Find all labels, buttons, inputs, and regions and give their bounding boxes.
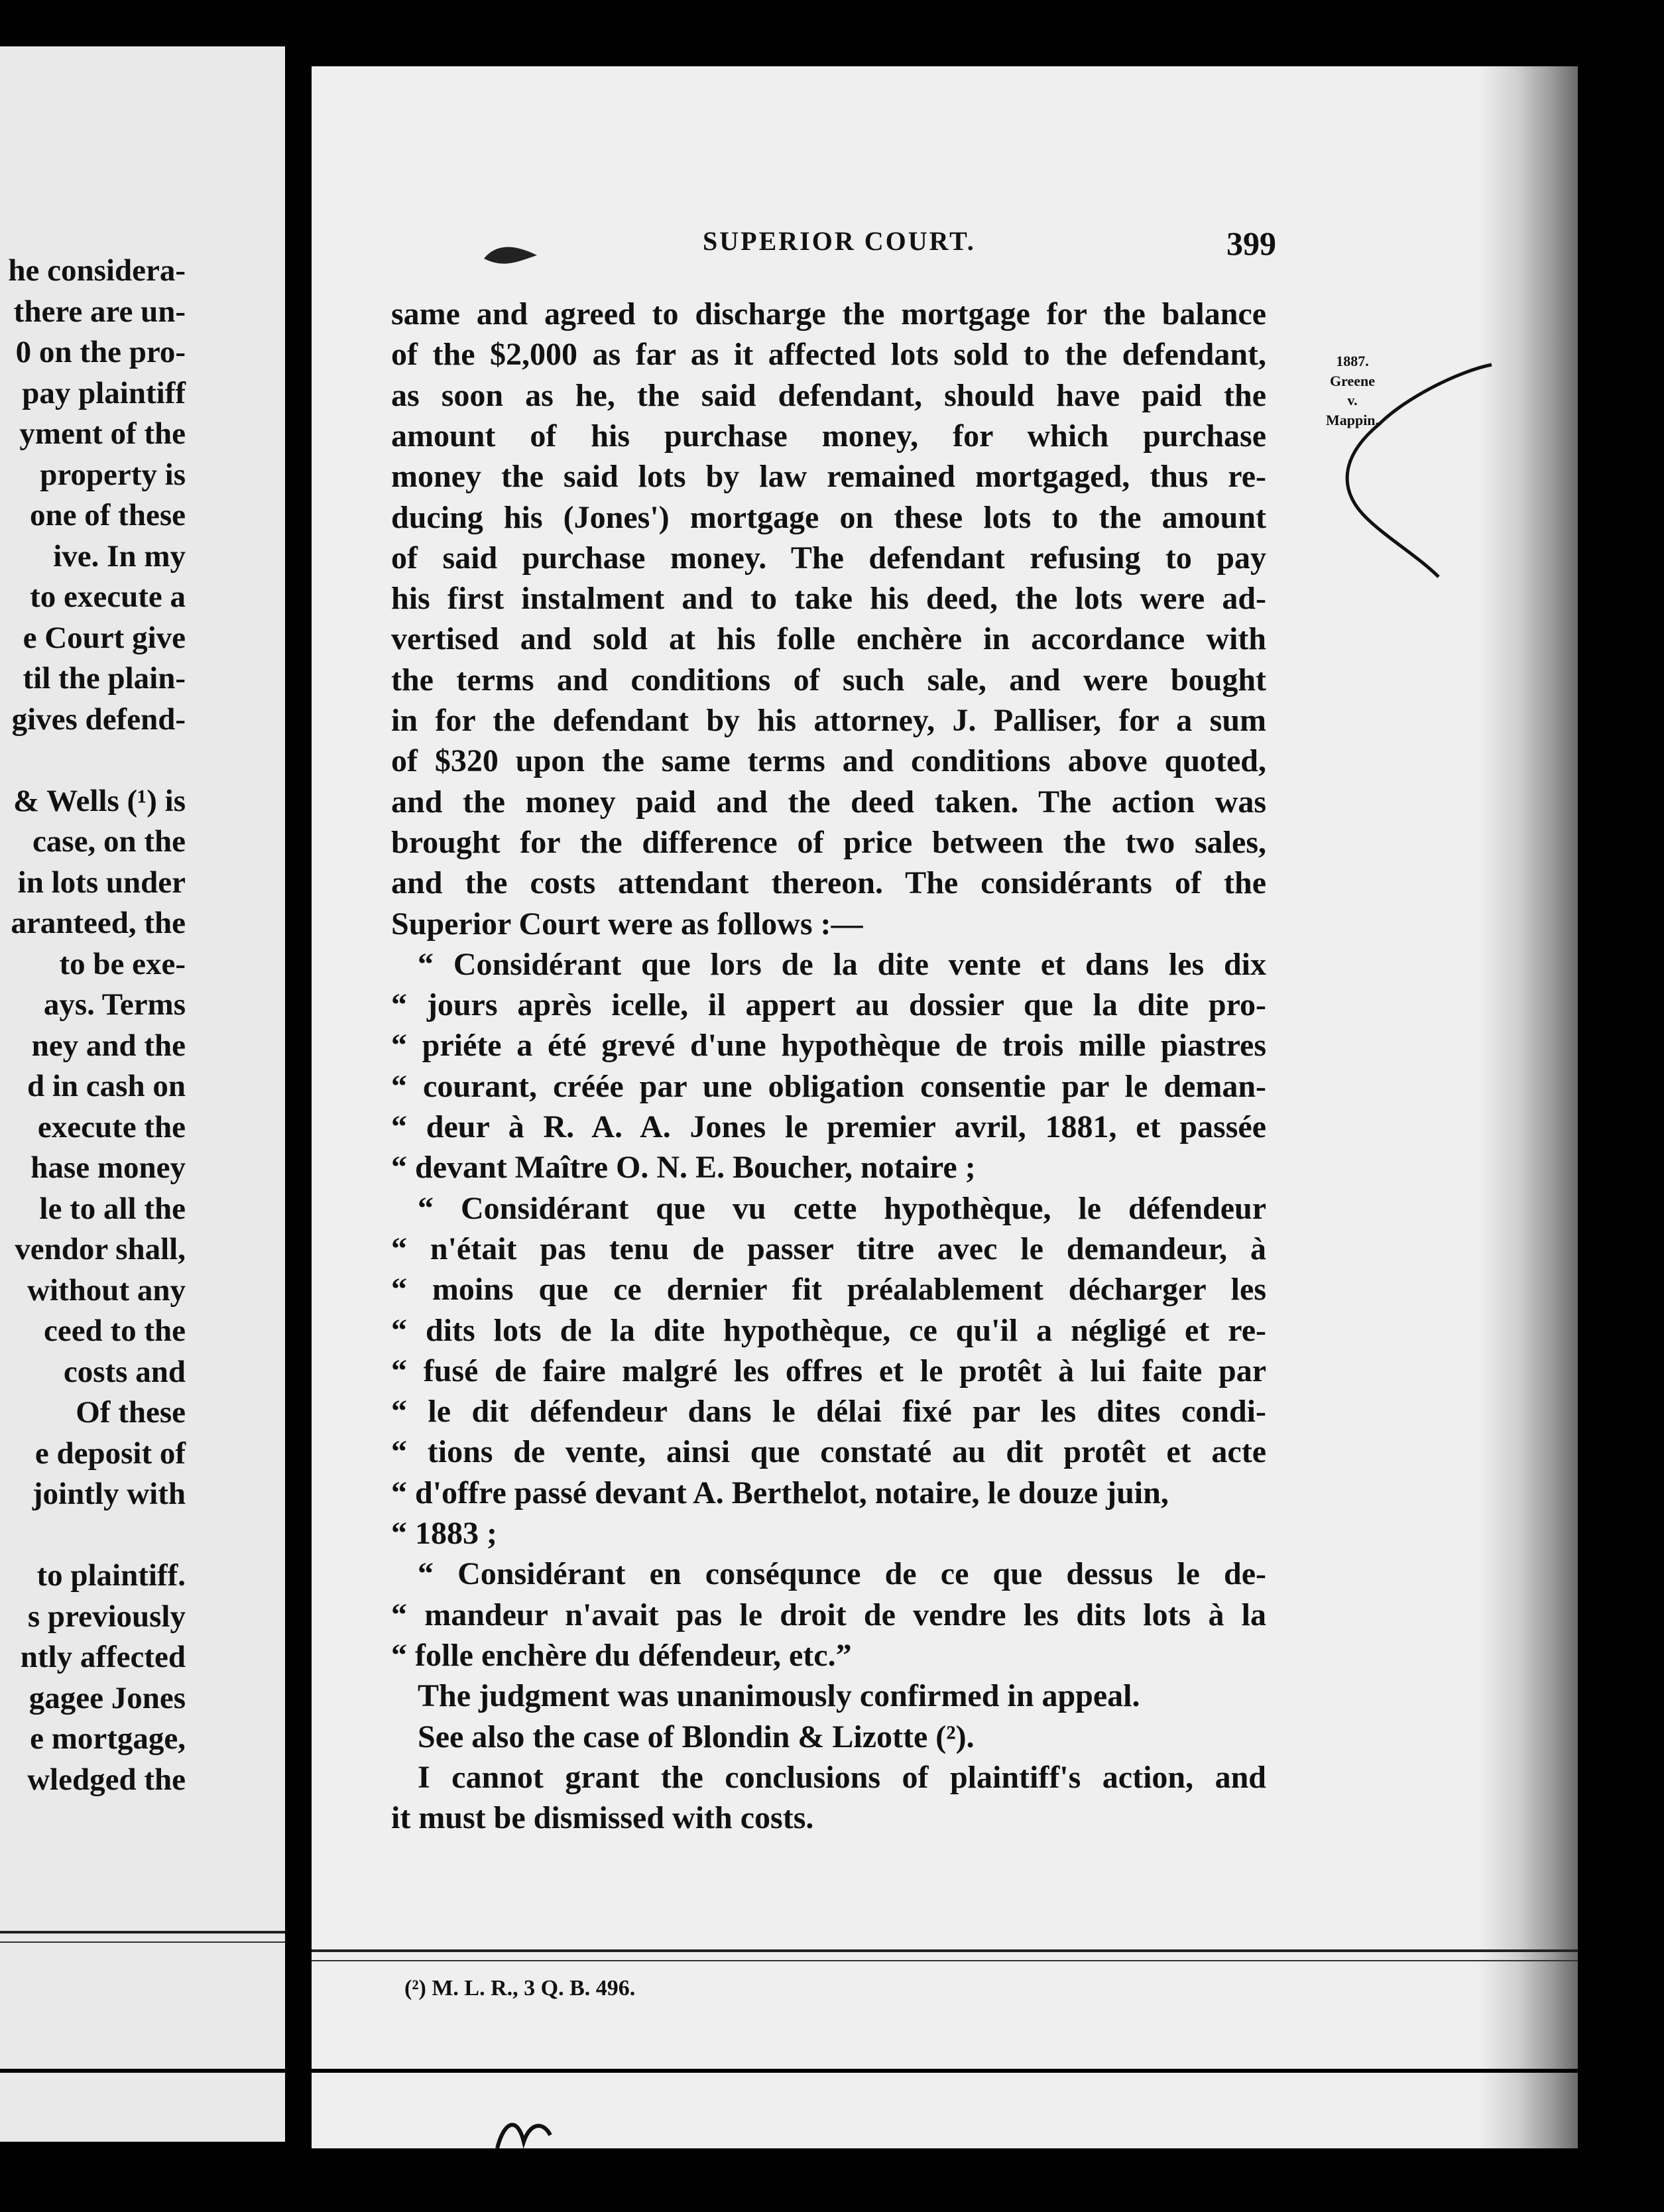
- body-line: See also the case of Blondin & Lizotte (²).: [418, 1719, 975, 1754]
- ink-scribble-mark: [1326, 358, 1498, 584]
- previous-page-line: 0 on the pro-: [15, 335, 186, 369]
- body-line: as soon as he, the said defendant, should have paid the: [391, 377, 1266, 413]
- previous-page-fragment: [0, 46, 285, 2142]
- body-line: and the money paid and the deed taken. The action was: [391, 784, 1266, 820]
- body-line: and the costs attendant thereon. The considérants of the: [391, 865, 1266, 901]
- body-line: “ deur à R. A. A. Jones le premier avril, 1881, et passée: [391, 1109, 1266, 1144]
- previous-page-line: there are un-: [13, 294, 186, 329]
- body-line: “ le dit défendeur dans le délai fixé par les dites condi-: [391, 1394, 1266, 1430]
- body-line: “ d'offre passé devant A. Berthelot, notaire, le douze juin,: [391, 1475, 1169, 1510]
- previous-page-line: e Court give: [23, 620, 186, 655]
- previous-page-line: gives defend-: [11, 702, 186, 737]
- body-line: “ devant Maître O. N. E. Boucher, notaire ;: [391, 1150, 976, 1186]
- body-line: “ Considérant que vu cette hypothèque, le défendeur: [418, 1190, 1266, 1226]
- body-line: of the $2,000 as far as it affected lots sold to the defendant,: [391, 337, 1266, 373]
- previous-page-line: ntly affected: [20, 1640, 186, 1674]
- body-line: “ mandeur n'avait pas le droit de vendre les dits lots à la: [391, 1597, 1266, 1632]
- previous-page-line: aranteed, the: [11, 906, 186, 940]
- previous-page-line: property is: [40, 457, 186, 492]
- previous-page-line: case, on the: [32, 824, 186, 859]
- margin-note-versus: v.: [1347, 392, 1358, 409]
- body-line: brought for the difference of price between the two sales,: [391, 824, 1266, 860]
- previous-page-line: e mortgage,: [30, 1721, 186, 1756]
- scan-lower-edge: [0, 2069, 1664, 2073]
- body-line: “ folle enchère du défendeur, etc.”: [391, 1637, 852, 1673]
- ink-blot-mark: [477, 239, 544, 272]
- previous-page-footnote-rule-secondary: [0, 1941, 285, 1943]
- margin-note-party1: Greene: [1329, 372, 1375, 389]
- body-line: it must be dismissed with costs.: [391, 1800, 814, 1836]
- previous-page-line: in lots under: [17, 865, 186, 900]
- body-line: I cannot grant the conclusions of plaintiff's action, and: [418, 1759, 1266, 1795]
- previous-page-line: jointly with: [32, 1477, 186, 1511]
- body-line: “ moins que ce dernier fit préalablement décharger les: [391, 1272, 1266, 1308]
- body-line: the terms and conditions of such sale, and were bought: [391, 662, 1266, 698]
- footnote-rule-secondary: [312, 1960, 1578, 1961]
- page-number: 399: [1226, 225, 1276, 262]
- body-line: “ fusé de faire malgré les offres et le protêt à lui faite par: [391, 1353, 1266, 1388]
- body-line: “ priéte a été grevé d'une hypothèque de trois mille piastres: [391, 1028, 1266, 1064]
- page-399: [312, 66, 1578, 2148]
- previous-page-line: ays. Terms: [43, 987, 186, 1022]
- body-line: “ n'était pas tenu de passer titre avec le demandeur, à: [391, 1231, 1266, 1266]
- previous-page-line: yment of the: [19, 416, 186, 451]
- previous-page-line: s previously: [27, 1599, 186, 1634]
- ink-flourish-mark: [491, 2109, 557, 2148]
- body-line: “ dits lots de la dite hypothèque, ce qu'il a négligé et re-: [391, 1312, 1266, 1348]
- previous-page-line: to execute a: [30, 580, 186, 614]
- body-line: money the said lots by law remained mortgaged, thus re-: [391, 459, 1266, 495]
- body-line: “ jours après icelle, il appert au dossier que la dite pro-: [391, 987, 1266, 1023]
- previous-page-line: vendor shall,: [15, 1232, 186, 1266]
- previous-page-line: one of these: [30, 498, 186, 532]
- previous-page-line: til the plain-: [23, 661, 186, 696]
- previous-page-line: execute the: [37, 1109, 186, 1144]
- previous-page-line: ney and the: [31, 1028, 186, 1063]
- body-line: of said purchase money. The defendant refusing to pay: [391, 540, 1266, 576]
- body-line: his first instalment and to take his deed, the lots were ad-: [391, 581, 1266, 617]
- previous-page-footnote-rule: [0, 1931, 285, 1934]
- body-line: of $320 upon the same terms and conditions above quoted,: [391, 743, 1266, 779]
- margin-note-party2: Mappin.: [1325, 412, 1380, 429]
- footnote-rule: [312, 1949, 1578, 1952]
- previous-page-line: ive. In my: [53, 538, 186, 574]
- previous-page-line: to be exe-: [59, 946, 186, 981]
- body-line: vertised and sold at his folle enchère in accordance with: [391, 621, 1266, 657]
- body-line: “ 1883 ;: [391, 1516, 497, 1551]
- previous-page-line: Of these: [76, 1395, 186, 1430]
- previous-page-line: he considera-: [8, 253, 186, 288]
- previous-page-line: le to all the: [39, 1191, 186, 1226]
- previous-page-line: wledged the: [27, 1762, 186, 1797]
- previous-page-line: hase money: [30, 1150, 186, 1185]
- body-line: ducing his (Jones') mortgage on these lots to the amount: [391, 499, 1266, 535]
- previous-page-line: without any: [27, 1272, 186, 1308]
- body-line: “ Considérant que lors de la dite vente et dans les dix: [418, 946, 1266, 982]
- previous-page-line: e deposit of: [34, 1436, 186, 1471]
- previous-page-line: & Wells (¹) is: [13, 783, 186, 818]
- previous-page-line: ceed to the: [43, 1314, 186, 1348]
- running-head: SUPERIOR COURT.: [703, 226, 976, 256]
- body-line: in for the defendant by his attorney, J. Palliser, for a sum: [391, 703, 1266, 738]
- previous-page-line: costs and: [63, 1354, 186, 1389]
- body-line: “ courant, créée par une obligation consentie par le deman-: [391, 1068, 1266, 1104]
- previous-page-line: pay plaintiff: [22, 375, 186, 410]
- footnote: (²) M. L. R., 3 Q. B. 496.: [404, 1976, 636, 2000]
- previous-page-line: to plaintiff.: [36, 1558, 186, 1593]
- body-line: The judgment was unanimously confirmed in appeal.: [418, 1678, 1140, 1714]
- body-line: “ Considérant en conséqunce de ce que dessus le de-: [418, 1556, 1266, 1592]
- previous-page-line: d in cash on: [27, 1069, 186, 1103]
- previous-page-line: gagee Jones: [29, 1680, 186, 1715]
- body-line: same and agreed to discharge the mortgage for the balance: [391, 296, 1266, 332]
- body-line: “ tions de vente, ainsi que constaté au dit protêt et acte: [391, 1434, 1266, 1470]
- body-line: amount of his purchase money, for which purchase: [391, 418, 1266, 454]
- margin-note-year: 1887.: [1336, 353, 1369, 369]
- body-line: Superior Court were as follows :—: [391, 906, 863, 942]
